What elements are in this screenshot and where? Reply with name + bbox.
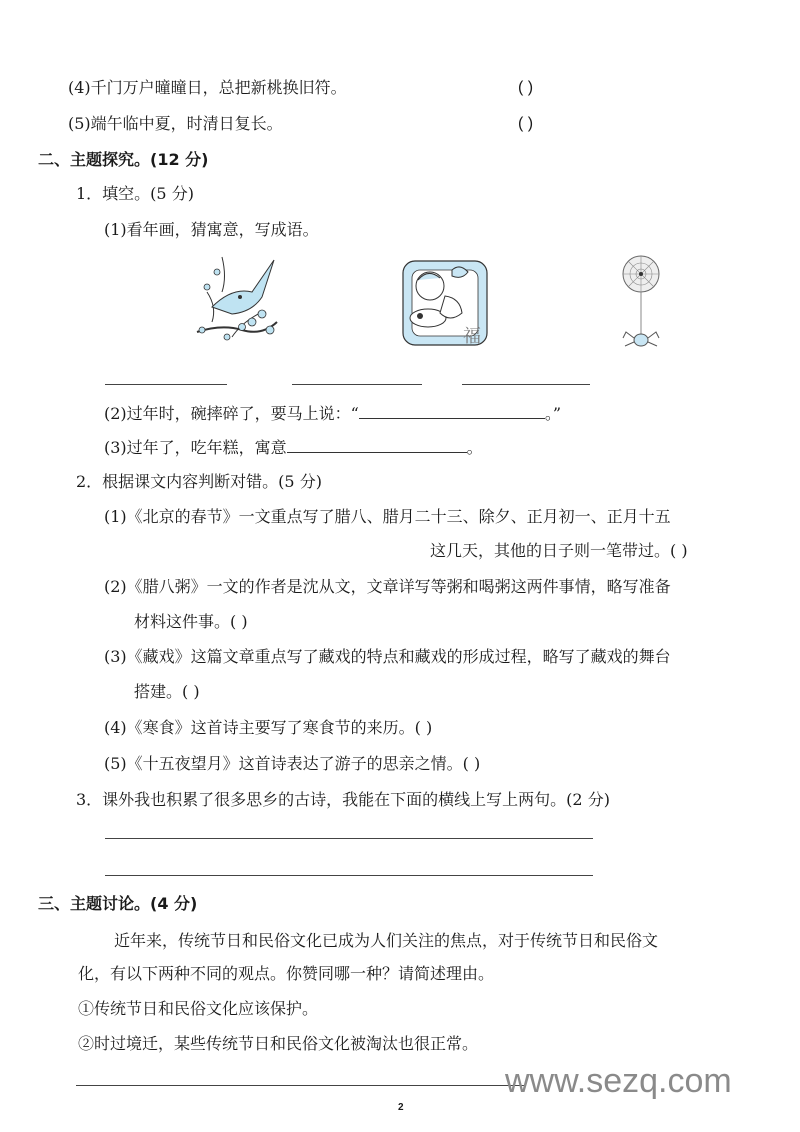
judge-item-5[interactable]: (5)《十五夜望月》这首诗表达了游子的思亲之情。( )	[104, 754, 481, 773]
svg-text:福: 福	[463, 326, 481, 347]
spider-web-illustration	[618, 254, 664, 354]
answer-blank-broken-bowl[interactable]	[359, 404, 545, 419]
judge-item-1-line1: (1)《北京的春节》一文重点写了腊八、腊月二十三、除夕、正月初一、正月十五	[104, 507, 671, 526]
answer-line-idiom-2[interactable]	[292, 384, 422, 385]
q2-1-sub3-prefix: (3)过年了，吃年糕，寓意	[104, 438, 287, 457]
q2-1-sub3	[104, 438, 483, 458]
judge-item-4[interactable]: (4)《寒食》这首诗主要写了寒食节的来历。( )	[104, 718, 433, 737]
section-3-paragraph-line1: 近年来，传统节日和民俗文化已成为人们关注的焦点，对于传统节日和民俗文	[114, 931, 659, 950]
child-fish-fu-illustration	[400, 258, 490, 348]
poem-answer-line-2[interactable]	[105, 875, 593, 876]
section-2-title: 二、主题探究。(12 分)	[38, 150, 209, 169]
q2-1-sub3-suffix: 。	[466, 438, 483, 457]
question-1-4: (4)千门万户曈曈日，总把新桃换旧符。	[68, 78, 347, 97]
page-number: 2	[398, 1102, 404, 1113]
answer-box-1-5[interactable]: ( )	[518, 115, 534, 132]
q2-1-title: 1．填空。(5 分)	[76, 184, 194, 203]
q2-1-sub1: (1)看年画，猜寓意，写成语。	[104, 220, 319, 239]
magpie-plum-illustration	[192, 252, 282, 352]
q2-1-sub2	[104, 404, 561, 424]
q2-1-sub2-suffix: 。”	[544, 404, 562, 423]
q2-1-sub2-prefix: (2)过年时，碗摔碎了，要马上说：“	[104, 404, 359, 423]
judge-item-3-line1: (3)《藏戏》这篇文章重点写了藏戏的特点和藏戏的形成过程，略写了藏戏的舞台	[104, 647, 671, 666]
opinion-1: ①传统节日和民俗文化应该保护。	[78, 999, 319, 1018]
answer-blank-niangao[interactable]	[287, 438, 467, 453]
judge-item-3-line2[interactable]: 搭建。( )	[134, 682, 200, 701]
section-3-title: 三、主题讨论。(4 分)	[38, 894, 198, 913]
question-1-5: (5)端午临中夏，时清日复长。	[68, 114, 283, 133]
poem-answer-line-1[interactable]	[105, 838, 593, 839]
judge-item-1-line2[interactable]: 这几天，其他的日子则一笔带过。( )	[430, 541, 688, 560]
judge-item-2-line1: (2)《腊八粥》一文的作者是沈从文，文章详写等粥和喝粥这两件事情，略写准备	[104, 577, 671, 596]
answer-box-1-4[interactable]: ( )	[518, 79, 534, 96]
discussion-answer-line[interactable]	[76, 1085, 526, 1086]
answer-line-idiom-1[interactable]	[105, 384, 227, 385]
section-3-paragraph-line2: 化，有以下两种不同的观点。你赞同哪一种？请简述理由。	[78, 964, 495, 983]
q2-3-title: 3．课外我也积累了很多思乡的古诗，我能在下面的横线上写上两句。(2 分)	[76, 790, 610, 809]
answer-line-idiom-3[interactable]	[462, 384, 590, 385]
watermark: www.sezq.com	[505, 1062, 732, 1100]
q2-2-title: 2．根据课文内容判断对错。(5 分)	[76, 472, 322, 491]
opinion-2: ②时过境迁，某些传统节日和民俗文化被淘汰也很正常。	[78, 1034, 479, 1053]
judge-item-2-line2[interactable]: 材料这件事。( )	[134, 612, 248, 631]
